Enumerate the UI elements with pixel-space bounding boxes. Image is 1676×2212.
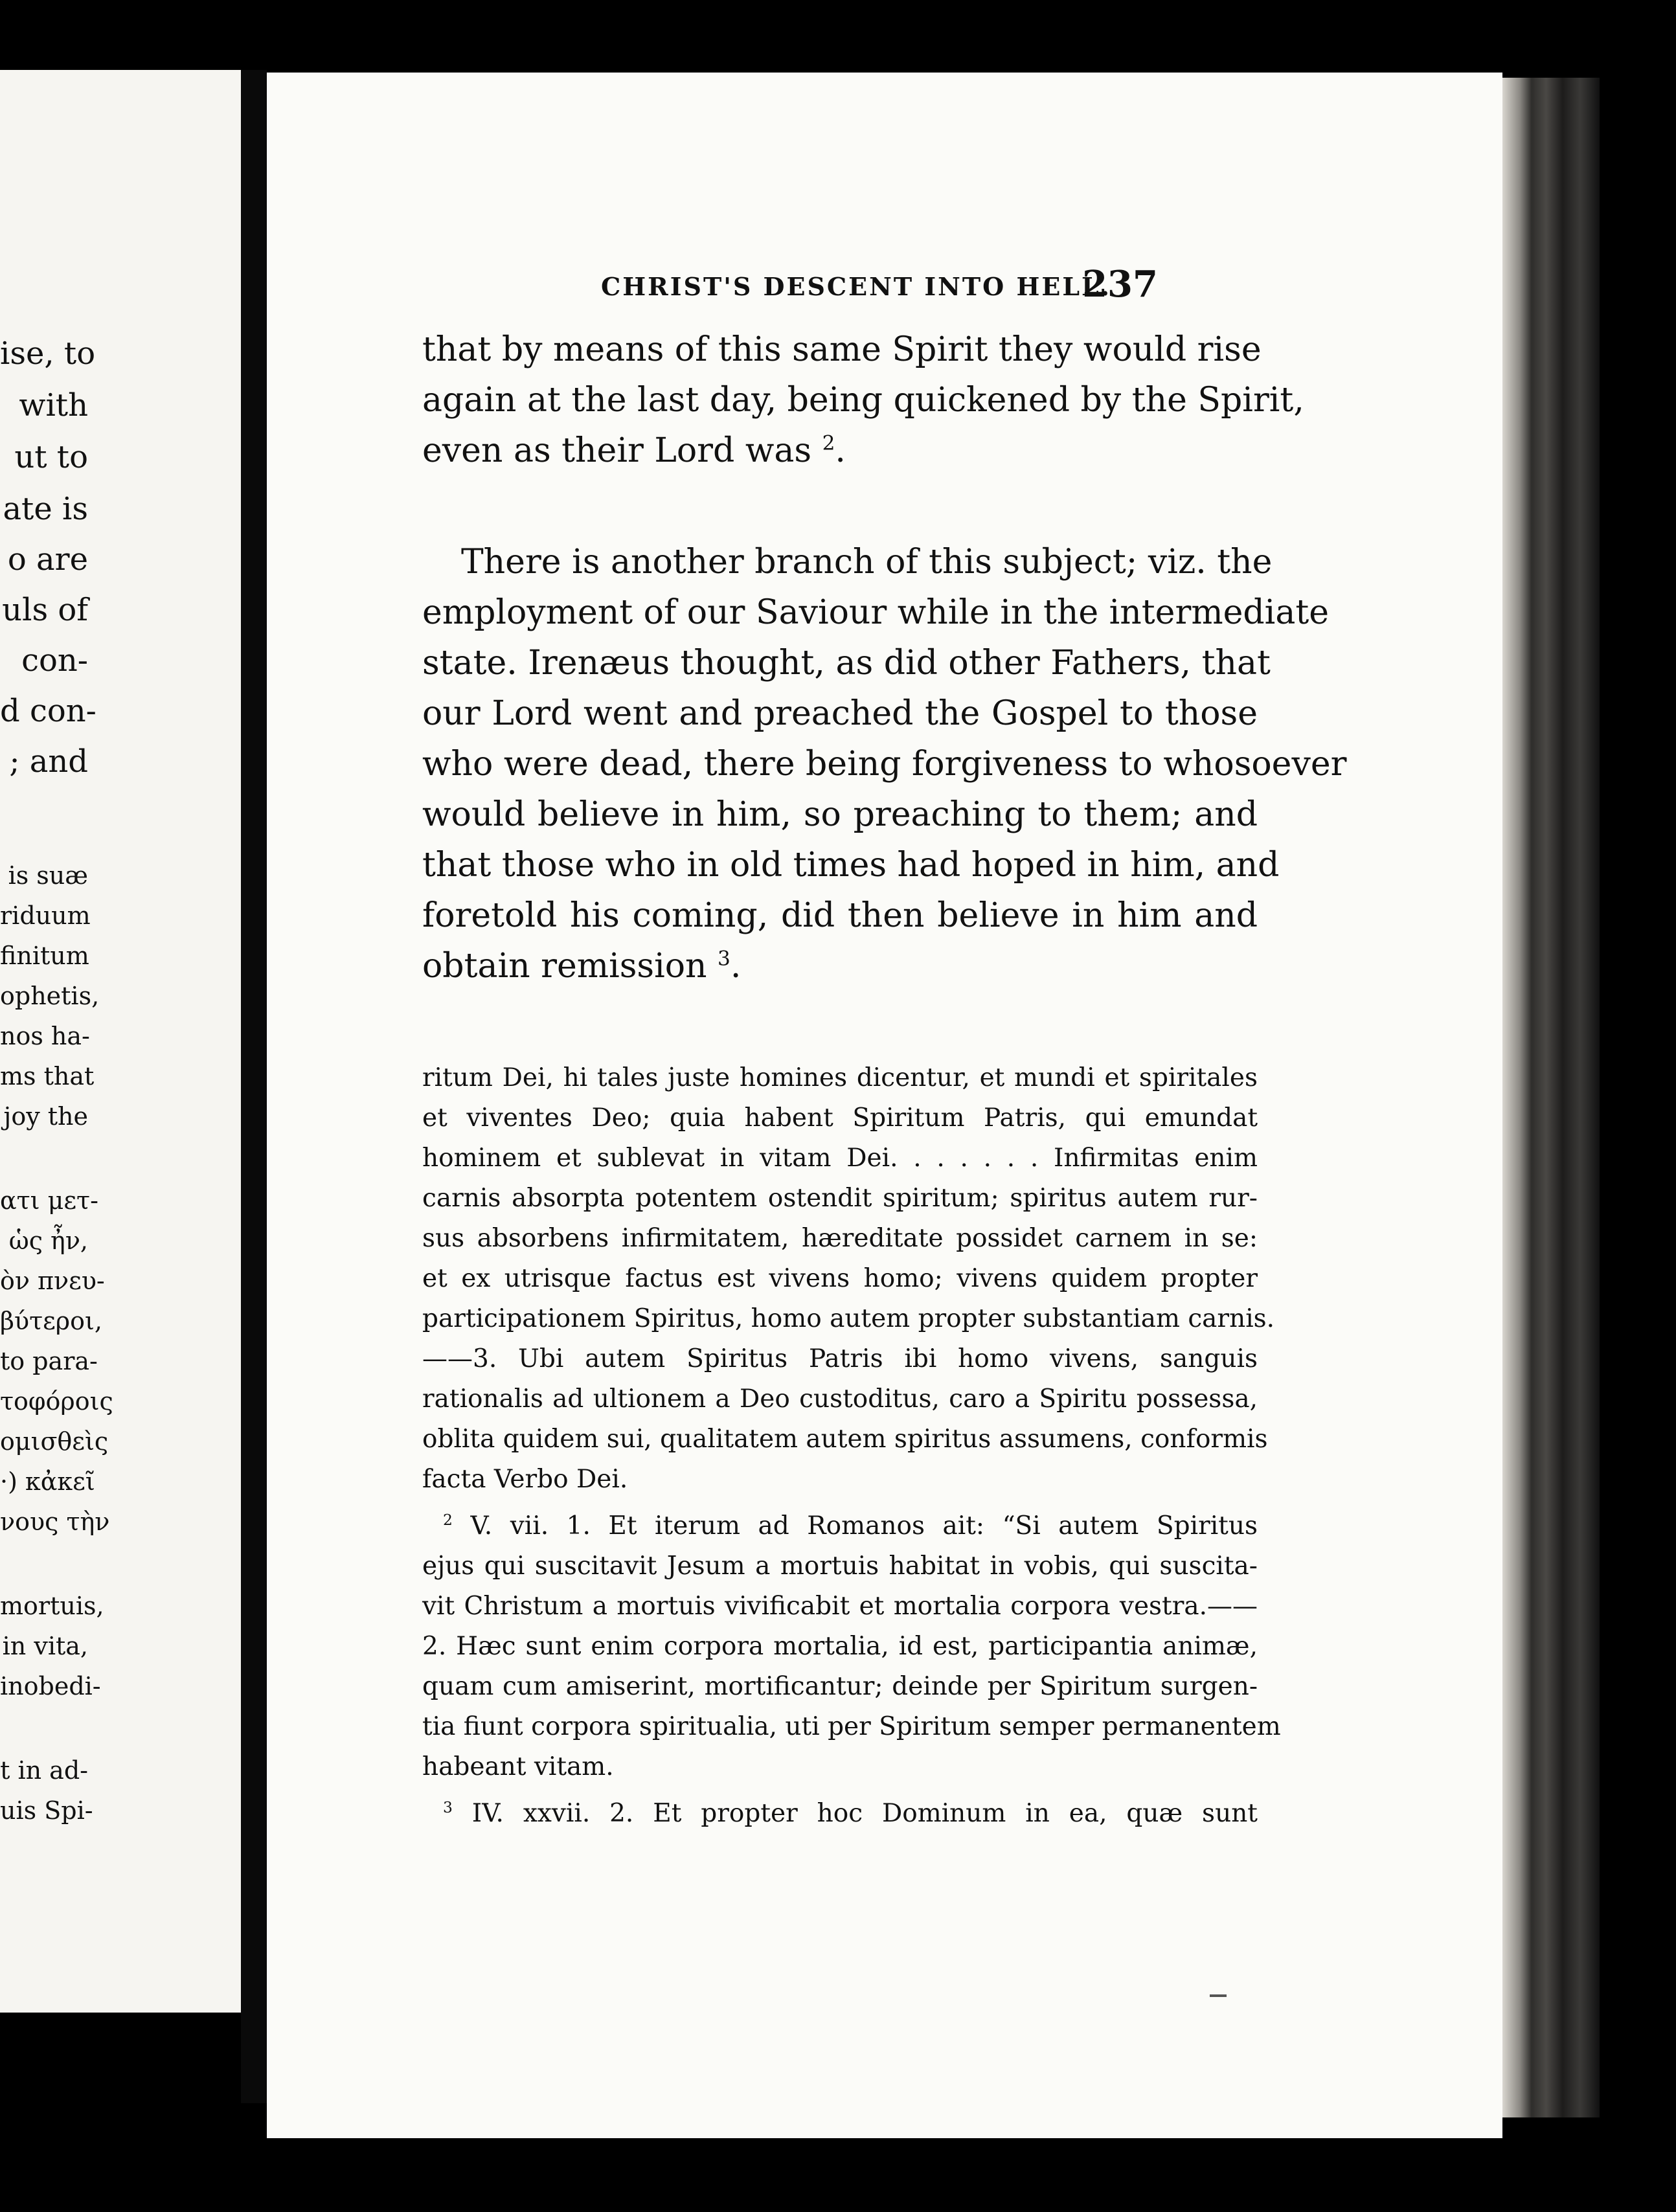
footnote-line: sus absorbens infirmitatem, hæreditate possidet carnem in se:	[422, 1224, 1258, 1253]
page-number: 237	[1082, 263, 1158, 306]
body-line: again at the last day, being quickened by the Spirit,	[422, 381, 1304, 420]
body-line	[422, 431, 1258, 470]
footnote-3-marker: 3	[443, 1798, 453, 1816]
footnote-2-line	[443, 1511, 1258, 1541]
left-page-note-line: uis Spi-	[0, 1796, 93, 1825]
left-page-note-line: is suæ	[8, 861, 88, 890]
left-page-note-line: ms that	[0, 1062, 95, 1090]
body-line: There is another branch of this subject; viz. the	[461, 543, 1273, 581]
body-line: that those who in old times had hoped in him, and	[422, 846, 1280, 885]
footnote-3-text: IV. xxvii. 2. Et propter hoc Dominum in ea, quæ sunt	[471, 1799, 1258, 1828]
left-page-note-line: βύτεροι,	[0, 1307, 102, 1335]
body-line: would believe in him, so preaching to them; and	[422, 795, 1258, 834]
period: .	[730, 947, 742, 986]
left-page-note-line: τοφόροις	[0, 1387, 113, 1416]
footnote-line: ——3. Ubi autem Spiritus Patris ibi homo vivens, sanguis	[422, 1344, 1258, 1373]
body-line	[422, 947, 1258, 986]
footnote-line: carnis absorpta potentem ostendit spiritum; spiritus autem rur-	[422, 1184, 1258, 1213]
footnote-line: ritum Dei, hi tales juste homines dicentur, et mundi et spiritales	[422, 1063, 1258, 1092]
footnote-ref-2: 2	[822, 431, 835, 455]
left-page-line: with	[19, 387, 88, 423]
left-page-line: d con-	[0, 693, 96, 729]
left-page-line: con-	[21, 642, 88, 679]
body-line: who were dead, there being forgiveness to whosoever	[422, 745, 1347, 784]
body-line-text: obtain remission	[422, 947, 707, 986]
left-page-note-line: νους τὴν	[0, 1507, 110, 1536]
footnote-line: et viventes Deo; quia habent Spiritum Patris, qui emundat	[422, 1103, 1258, 1133]
left-page-note-line: ὡς ἦν,	[8, 1226, 88, 1255]
footnote-2-line: ejus qui suscitavit Jesum a mortuis habitat in vobis, qui suscita-	[422, 1552, 1258, 1581]
footnote-2-marker: 2	[443, 1511, 453, 1529]
body-line-text: even as their Lord was	[422, 431, 812, 470]
footnote-line: facta Verbo Dei.	[422, 1465, 628, 1494]
left-facing-page	[0, 70, 241, 2013]
running-head-title: CHRIST'S DESCENT INTO HELL.	[601, 272, 1111, 301]
footnote-line: hominem et sublevat in vitam Dei. . . . . . . Infirmitas enim	[422, 1144, 1258, 1173]
left-page-note-line: ομισθεὶς	[0, 1427, 109, 1456]
left-page-line: ise, to	[0, 335, 96, 372]
left-page-note-line: mortuis,	[0, 1592, 104, 1620]
page-edges	[1502, 78, 1600, 2117]
left-page-note-line: nos ha-	[0, 1022, 90, 1050]
left-page-note-line: to para-	[0, 1347, 98, 1375]
footnote-line: oblita quidem sui, qualitatem autem spiritus assumens, conformis	[422, 1425, 1268, 1454]
left-page-note-line: in vita,	[2, 1632, 88, 1660]
left-page-line: o are	[7, 541, 88, 578]
left-page-note-line: ophetis,	[0, 982, 100, 1010]
left-page-note-line: inobedi-	[0, 1672, 101, 1700]
footnote-2-line: vit Christum a mortuis vivificabit et mortalia corpora vestra.——	[422, 1592, 1258, 1621]
footnote-2-line: habeant vitam.	[422, 1752, 614, 1781]
footnote-line: participationem Spiritus, homo autem propter substantiam carnis.	[422, 1304, 1275, 1333]
footnote-line: rationalis ad ultionem a Deo custoditus, caro a Spiritu possessa,	[422, 1384, 1258, 1414]
left-page-note-line: riduum	[0, 901, 91, 930]
body-line: state. Irenæus thought, as did other Fathers, that	[422, 644, 1271, 683]
main-page	[267, 73, 1502, 2138]
left-page-note-line: ·) κἀκεῖ	[0, 1467, 95, 1496]
footnote-ref-3: 3	[718, 947, 730, 971]
left-page-note-line: t in ad-	[0, 1756, 88, 1785]
left-page-line: ; and	[9, 743, 88, 780]
left-page-note-line: joy the	[3, 1102, 88, 1131]
body-line: our Lord went and preached the Gospel to those	[422, 694, 1258, 733]
footnote-2-text: V. vii. 1. Et iterum ad Romanos ait: “Si autem Spiritus	[470, 1511, 1258, 1541]
running-head	[334, 260, 1176, 312]
footnote-3-line	[443, 1799, 1258, 1828]
footnote-line: et ex utrisque factus est vivens homo; vivens quidem propter	[422, 1264, 1258, 1293]
footnote-2-line: 2. Hæc sunt enim corpora mortalia, id est, participantia animæ,	[422, 1632, 1258, 1661]
body-line: foretold his coming, did then believe in him and	[422, 896, 1258, 935]
left-page-note-line: finitum	[0, 942, 89, 970]
left-page-line: ut to	[14, 439, 88, 475]
left-page-line: ate is	[3, 491, 88, 527]
body-line: that by means of this same Spirit they would rise	[422, 330, 1262, 369]
left-page-note-line: ὸν πνευ-	[0, 1267, 105, 1295]
period: .	[835, 431, 846, 470]
body-line: employment of our Saviour while in the intermediate	[422, 593, 1329, 632]
footnote-2-line: tia fiunt corpora spiritualia, uti per Spiritum semper permanentem	[422, 1712, 1281, 1741]
printer-mark	[1210, 1994, 1227, 1997]
left-page-note-line: ατι μετ-	[0, 1186, 98, 1215]
left-page-line: uls of	[2, 592, 88, 628]
footnote-2-line: quam cum amiserint, mortificantur; deinde per Spiritum surgen-	[422, 1672, 1258, 1701]
book-gutter	[241, 70, 267, 2103]
